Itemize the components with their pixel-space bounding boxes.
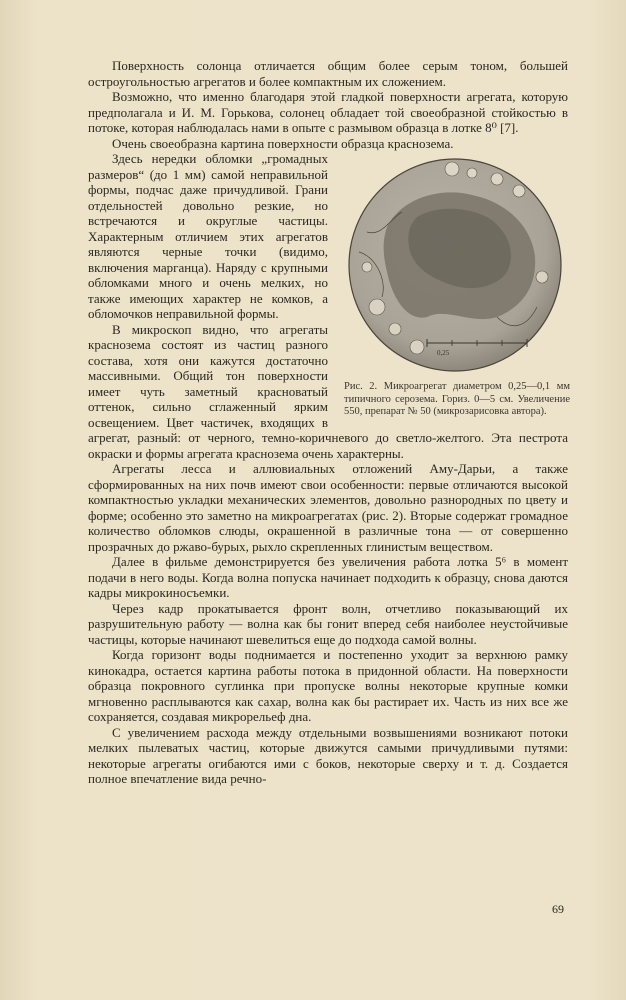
paragraph-1: Поверхность солонца отличается общим более серым тоном, большей остроугольностью агрегатов и более компактным их сложением.	[88, 58, 568, 89]
figure-micro-aggregate	[336, 151, 574, 419]
scale-label: 0,25	[437, 349, 450, 357]
paragraph-6: Агрегаты лесса и аллювиальных отложений Аму-Дарьи, а также сформированных на них почв имеют свои особенности: первые отличаются высокой компактностью укладки механических элементов, довольно разнородных по цвету и форме; особенно это заметно на микроагрегатах (рис. 2). Вторые содержат громадное количество обломков слюды, окрашенной в различные тона — от совершенно прозрачных до ржаво-бурых, рыхло скрепленных глинистым веществом.	[88, 461, 568, 554]
paragraph-2: Возможно, что именно благодаря этой гладкой поверхности агрегата, которую предполагала и И. М. Горькова, солонец обладает той своеобразной стойкостью в потоке, которая наблюдалась нами в опыте с размывом образца в лотке 8⁰ [7].	[88, 89, 568, 135]
micro-aggregate-drawing	[347, 157, 563, 373]
page-number: 69	[552, 902, 564, 916]
paragraph-7: Далее в фильме демонстрируется без увеличения работа лотка 5⁶ в момент подачи в него воды. Когда волна попуска начинает подходить к образцу, снова даются кадры микрокиносъемки.	[88, 554, 568, 600]
paragraph-8: Через кадр прокатывается фронт волн, отчетливо показывающий их разрушительную работу — волна как бы гонит вперед себя наиболее неустойчивые частицы, которые начинают шевелиться еще до подхода самой волны.	[88, 600, 568, 647]
paragraph-10: С увеличением расхода между отдельными возвышениями возникают потоки мелких пылеватых частиц, которые движутся самыми причудливыми путями: некоторые агрегаты огибаются ими с боков, некоторые сверху и т. д. Создается полное впечатление вида речно-	[88, 724, 568, 786]
paragraph-4: Здесь нередки обломки „громадных размеров“ (до 1 мм) самой неправильной формы, подчас даже причудливой. Грани отдельностей довольно резкие, но встречаются и округлые частицы. Характерным отличием этих агрегатов являются черные точки (видимо, включения марганца). Наряду с крупными обломками много и очень мелких, но также имеющих характер не комков, а обломочков неправильной формы.	[88, 151, 328, 321]
paragraph-3: Очень своеобразна картина поверхности образца краснозема.	[112, 135, 454, 151]
paragraph-5: В микроскоп видно, что агрегаты краснозема состоят из частиц разного состава, хотя они кажутся достаточно массивными. Общий тон поверхности имеет чуть заметный красноватый оттенок, сильно сглаженный ярким освещением. Цвет частичек, входящих в агрегат, разный: от черного, темно-коричневого до светло-желтого. Эта пестрота окраски и формы агрегата краснозема очень характерны.	[88, 321, 568, 461]
paragraph-9: Когда горизонт воды поднимается и постепенно уходит за верхнюю рамку кинокадра, остается картина работы потока в придонной области. На поверхности образца покровного суглинка при пропуске волны некоторые крупные комки мгновенно расплываются как сахар, волна как бы растирает их. Часть из них все же сохраняется, создавая микрорельеф дна.	[88, 647, 568, 724]
figure-caption: Рис. 2. Микроагрегат диаметром 0,25—0,1 мм типичного серозема. Гориз. 0—5 см. Увеличение 550, препарат № 50 (микрозарисовка автора).	[344, 381, 570, 417]
